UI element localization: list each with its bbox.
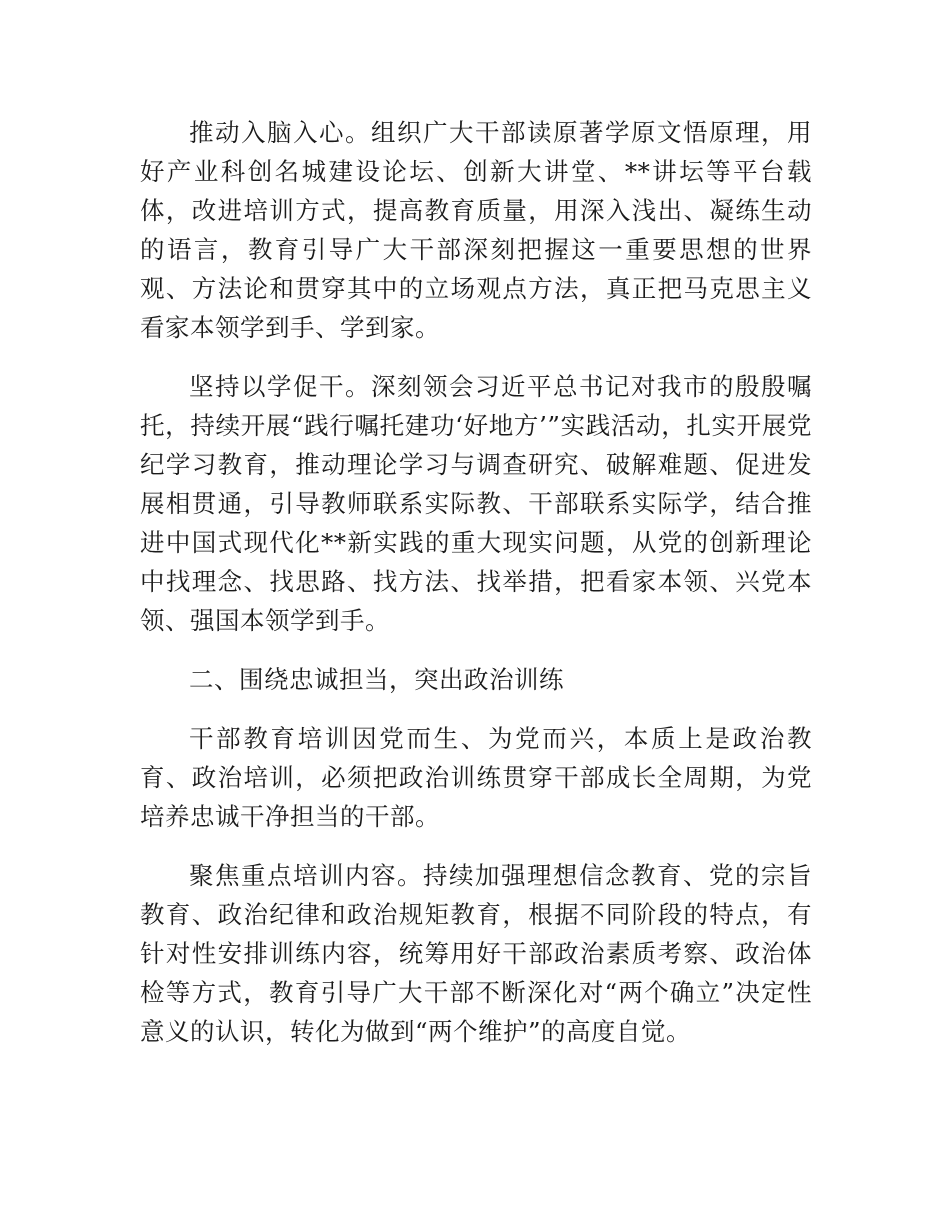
paragraph-political-training-intro: 干部教育培训因党而生、为党而兴，本质上是政治教育、政治培训，必须把政治训练贯穿干部成长全周期，为党培养忠诚干净担当的干部。 [140,724,812,831]
section-heading: 二、围绕忠诚担当，突出政治训练 [189,665,564,694]
document-body [140,113,812,1071]
paragraph-key-training-content: 聚焦重点培训内容。持续加强理想信念教育、党的宗旨教育、政治纪律和政治规矩教育，根据不同阶段的特点，有针对性安排训练内容，统筹用好干部政治素质考察、政治体检等方式，教育引导广大干部不断深化对“两个确立”决定性意义的认识，转化为做到“两个维护”的高度自觉。 [140,861,812,1046]
paragraph-promote-understanding: 推动入脑入心。组织广大干部读原著学原文悟原理，用好产业科创名城建设论坛、创新大讲堂、**讲坛等平台载体，改进培训方式，提高教育质量，用深入浅出、凝练生动的语言，教育引导广大干部深刻把握这一重要思想的世界观、方法论和贯穿其中的立场观点方法，真正把马克思主义看家本领学到手、学到家。 [140,118,812,342]
paragraph-learning-for-action: 坚持以学促干。深刻领会习近平总书记对我市的殷殷嘱托，持续开展“践行嘱托建功‘好地方’”实践活动，扎实开展党纪学习教育，推动理论学习与调查研究、破解难题、促进发展相贯通，引导教师联系实际教、干部联系实际学，结合推进中国式现代化**新实践的重大现实问题，从党的创新理论中找理念、找思路、找方法、找举措，把看家本领、兴党本领、强国本领学到手。 [140,372,812,635]
